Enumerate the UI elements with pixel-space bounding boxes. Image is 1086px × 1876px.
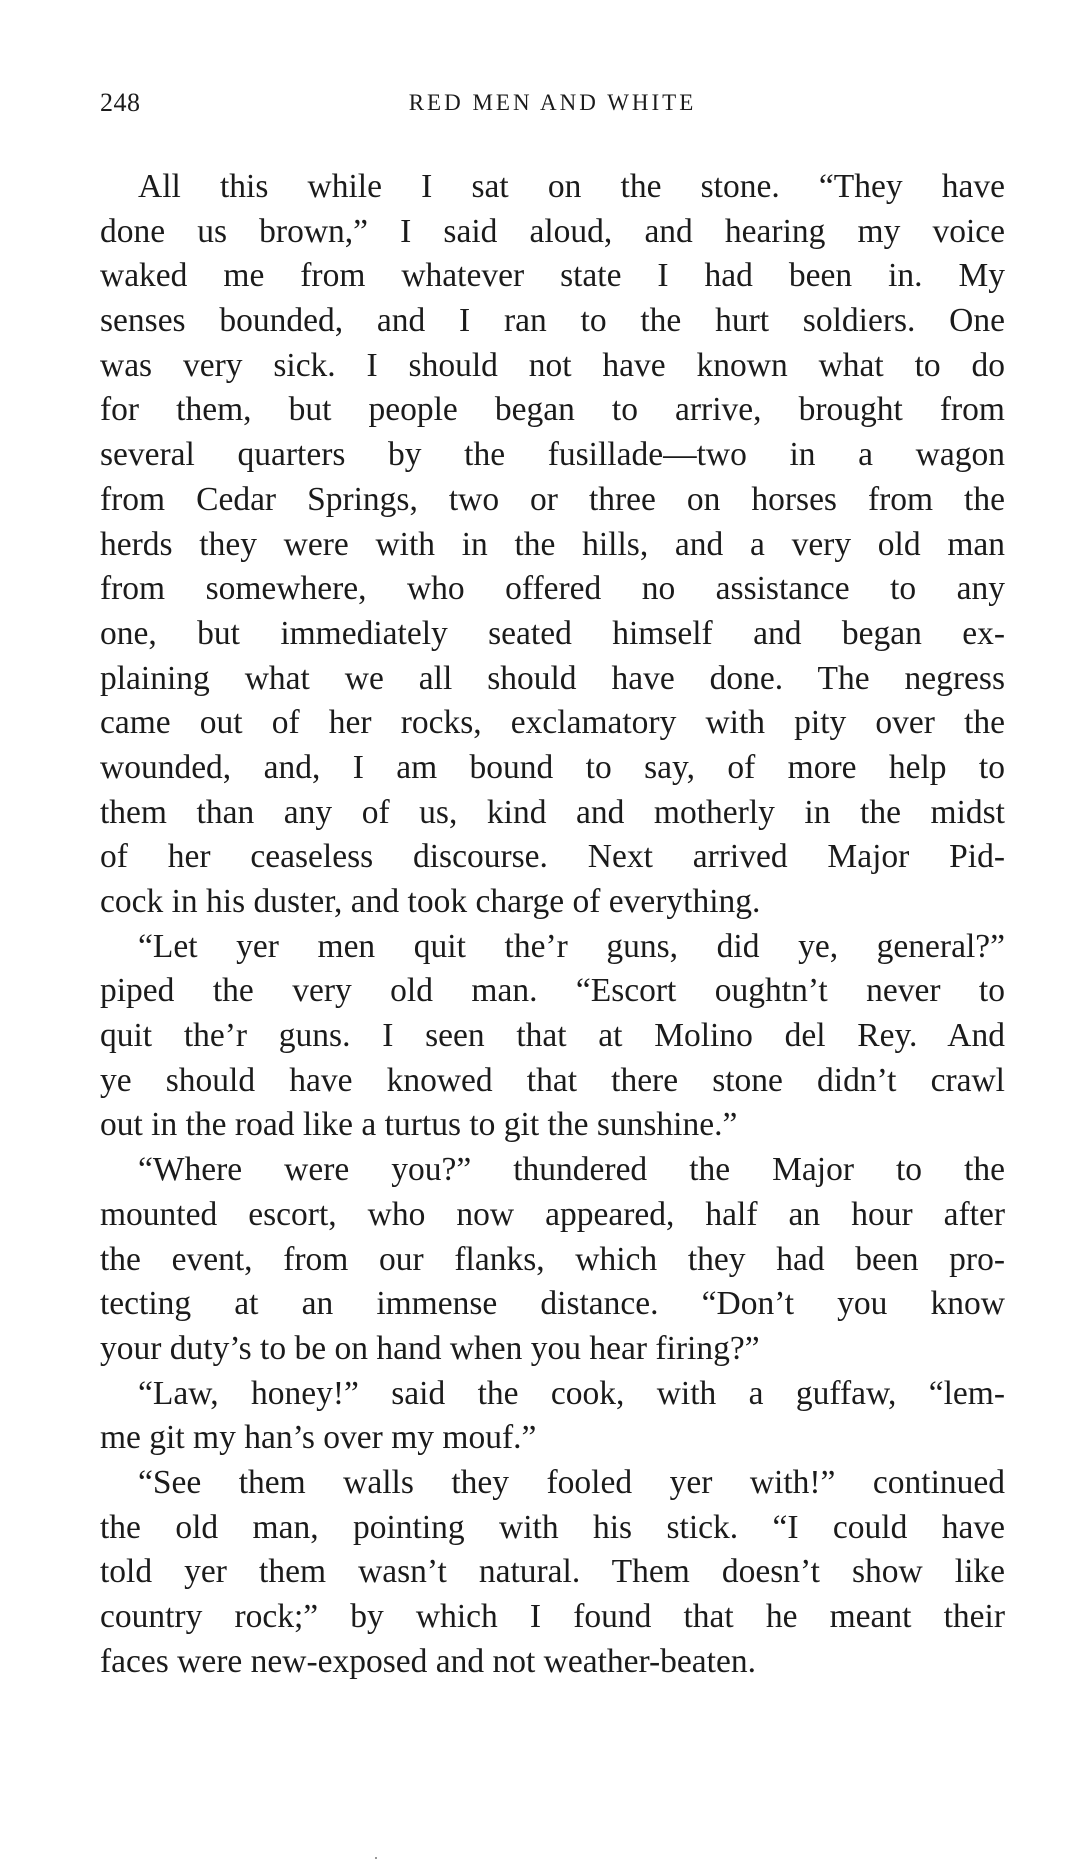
page-number: 248	[100, 88, 141, 117]
text-line: waked me from whatever state I had been in. My	[100, 257, 1005, 295]
text-line: from somewhere, who offered no assistance to any	[100, 570, 1005, 608]
text-line: senses bounded, and I ran to the hurt soldiers. One	[100, 302, 1005, 340]
text-line: done us brown,” I said aloud, and hearing my voice	[100, 212, 1005, 250]
text-line: “See them walls they fooled yer with!” continued	[138, 1463, 1005, 1501]
text-line: quit the’r guns. I seen that at Molino del Rey. And	[100, 1017, 1005, 1055]
body-text	[100, 165, 1005, 1684]
text-line: plaining what we all should have done. The negress	[100, 659, 1005, 697]
text-line: faces were new-exposed and not weather-beaten.	[100, 1642, 756, 1680]
text-line: “Law, honey!” said the cook, with a guffaw, “lem-	[138, 1374, 1005, 1412]
text-line: tecting at an immense distance. “Don’t you know	[100, 1285, 1005, 1323]
text-line: several quarters by the fusillade—two in a wagon	[100, 436, 1005, 474]
text-line: “Where were you?” thundered the Major to the	[138, 1151, 1005, 1189]
text-line: your duty’s to be on hand when you hear firing?”	[100, 1329, 760, 1367]
text-line: them than any of us, kind and motherly in the midst	[100, 793, 1005, 831]
text-line: for them, but people began to arrive, brought from	[100, 391, 1005, 429]
text-line: came out of her rocks, exclamatory with pity over the	[100, 704, 1005, 742]
running-head: RED MEN AND WHITE	[408, 90, 697, 115]
text-line: from Cedar Springs, two or three on horses from the	[100, 480, 1005, 518]
scan-speck	[375, 1857, 377, 1859]
text-line: country rock;” by which I found that he meant their	[100, 1598, 1005, 1635]
text-line: All this while I sat on the stone. “They have	[138, 168, 1005, 205]
text-line: ye should have knowed that there stone didn’t crawl	[100, 1061, 1005, 1099]
text-line: told yer them wasn’t natural. Them doesn’t show like	[100, 1553, 1005, 1591]
text-line: herds they were with in the hills, and a very old man	[100, 525, 1005, 563]
text-line: of her ceaseless discourse. Next arrived Major Pid-	[100, 838, 1005, 876]
text-line: wounded, and, I am bound to say, of more help to	[100, 748, 1005, 786]
text-line: “Let yer men quit the’r guns, did ye, general?”	[138, 927, 1005, 965]
text-line: was very sick. I should not have known what to do	[100, 346, 1005, 384]
text-line: the event, from our flanks, which they had been pro-	[100, 1240, 1005, 1278]
text-line: out in the road like a turtus to git the sunshine.”	[100, 1106, 738, 1144]
text-line: mounted escort, who now appeared, half an hour after	[100, 1195, 1005, 1233]
text-line: me git my han’s over my mouf.”	[100, 1419, 537, 1457]
text-line: one, but immediately seated himself and began ex-	[100, 614, 1005, 652]
page-header	[100, 88, 1005, 128]
text-line: cock in his duster, and took charge of everything.	[100, 883, 761, 920]
text-line: the old man, pointing with his stick. “I could have	[100, 1508, 1005, 1546]
text-line: piped the very old man. “Escort oughtn’t never to	[100, 972, 1005, 1010]
